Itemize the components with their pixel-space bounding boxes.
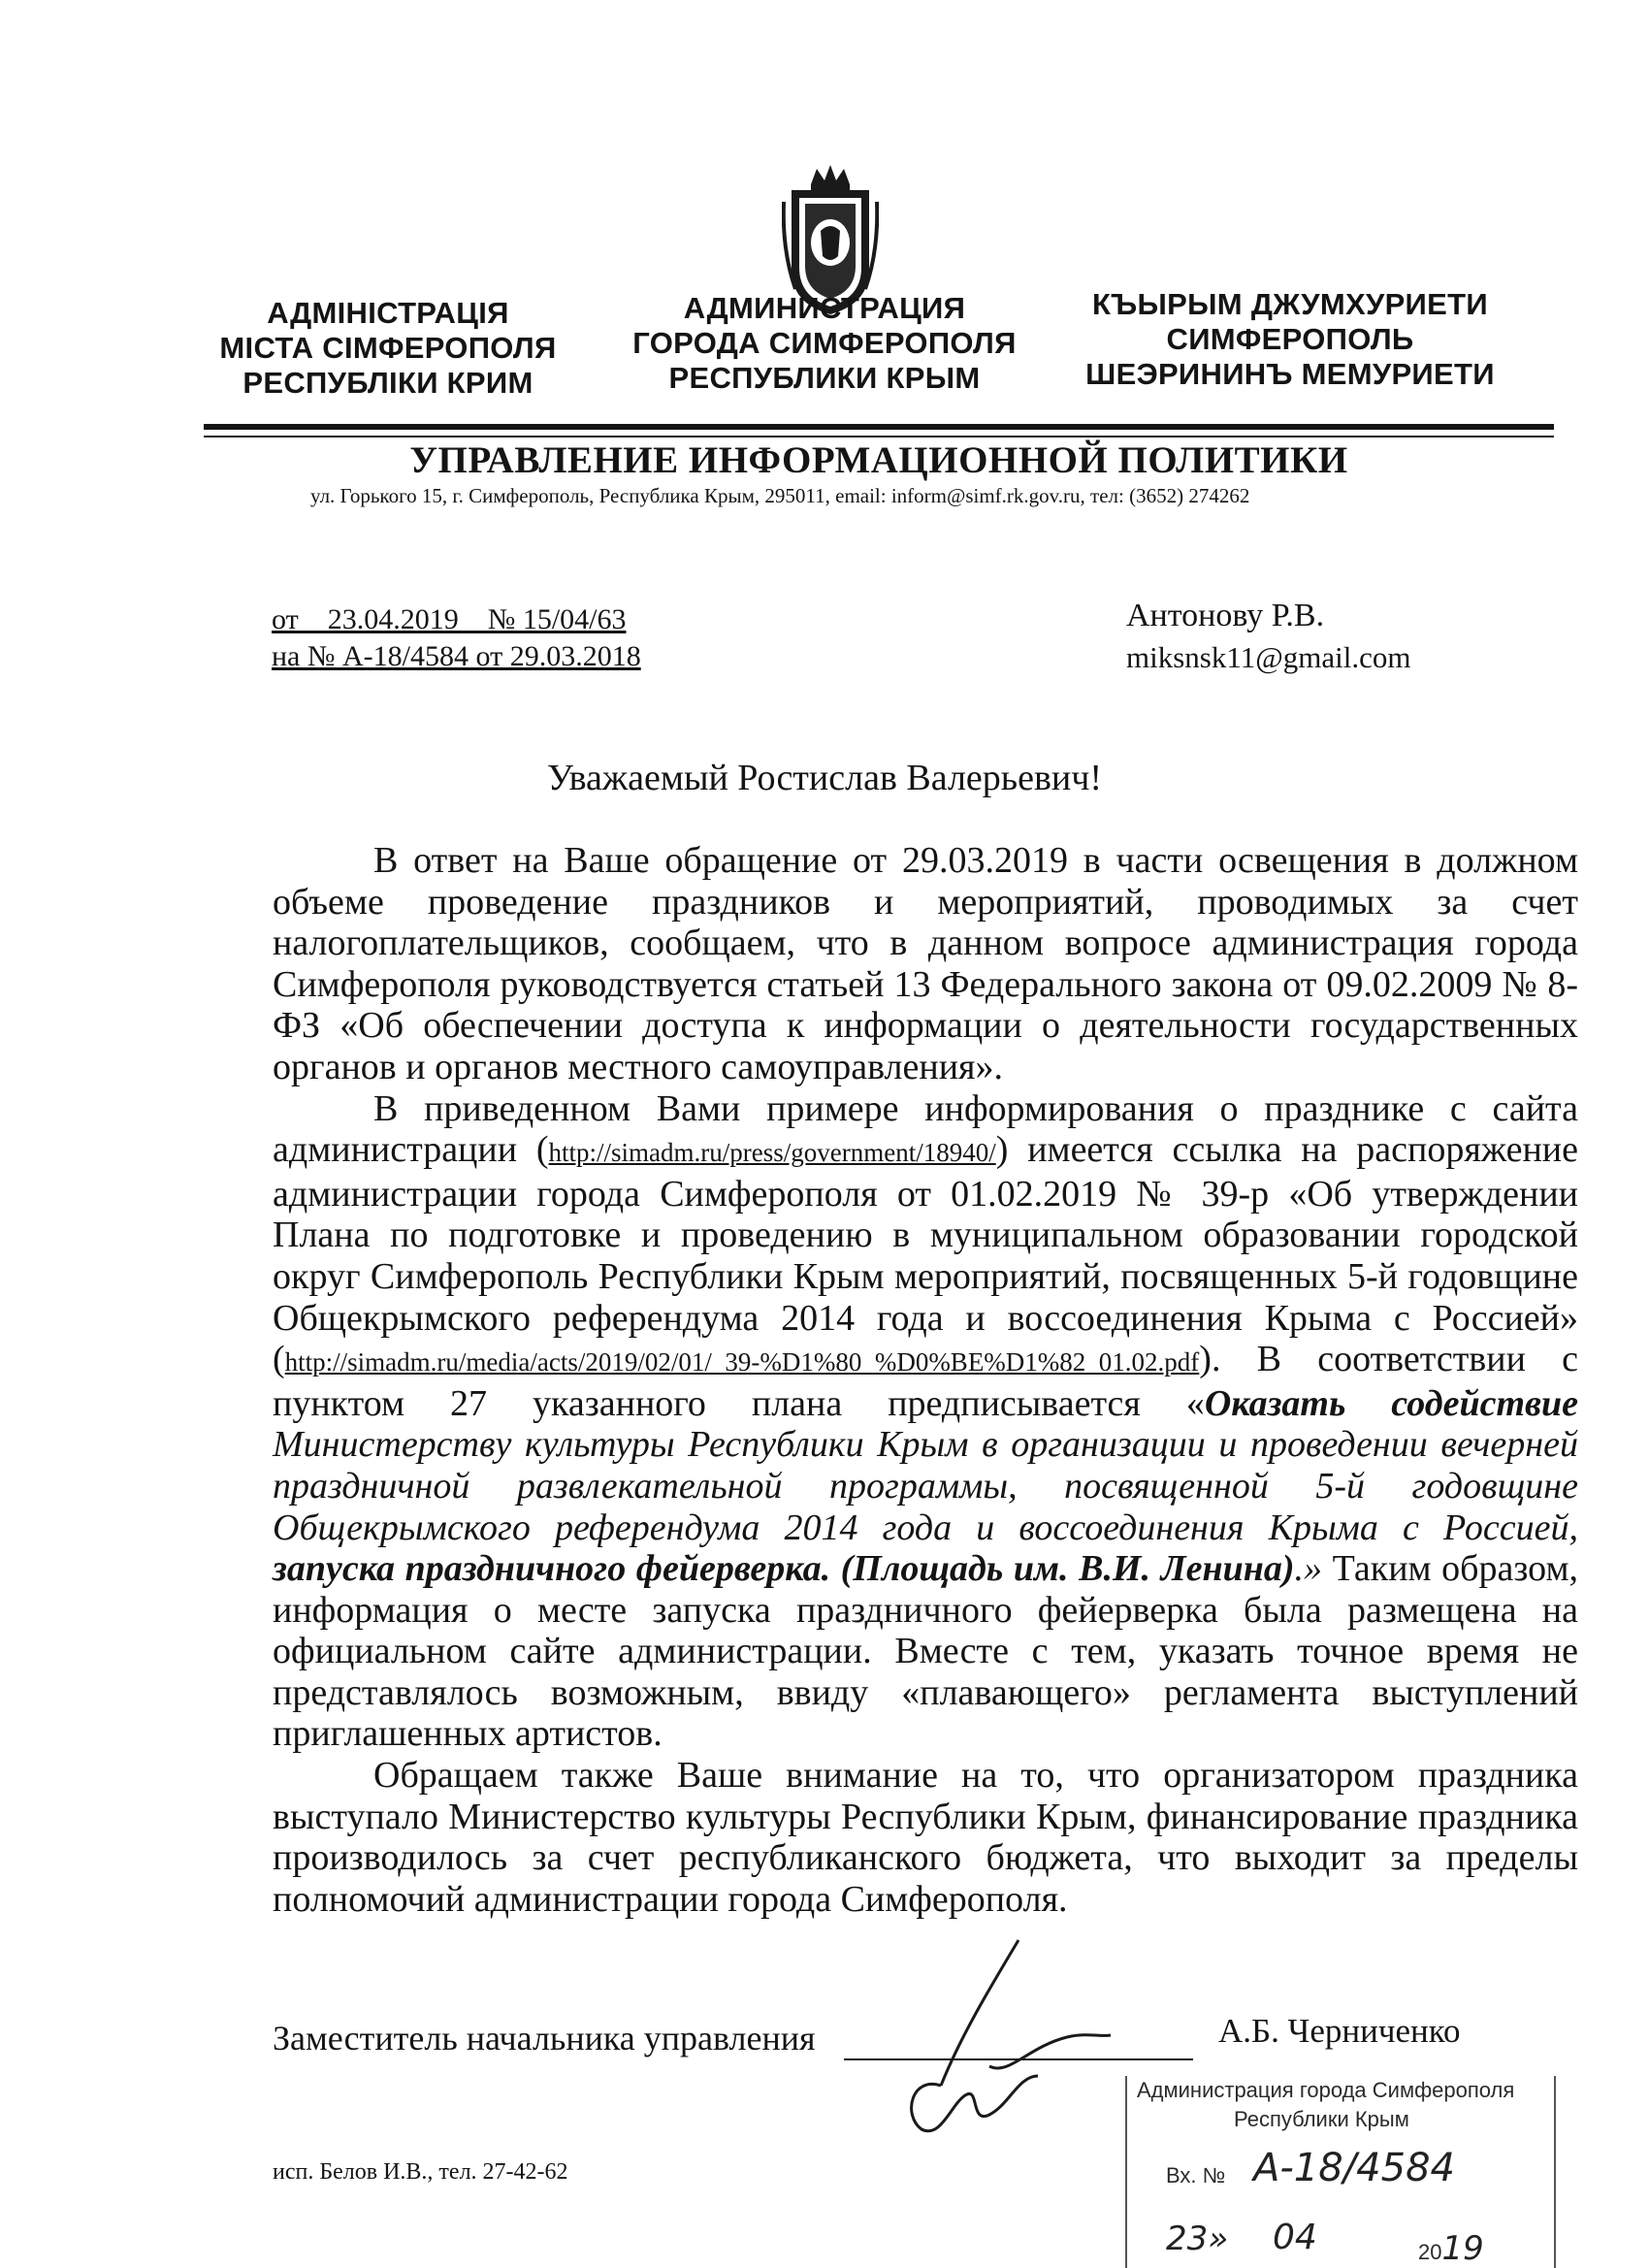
stamp-date-month: 04	[1273, 2218, 1317, 2257]
header-center-ru: АДМИНИСТРАЦИЯ ГОРОДА СИМФЕРОПОЛЯ РЕСПУБЛИКИ КРЫМ	[632, 291, 1017, 395]
stamp-region: Республики Крым	[1234, 2107, 1409, 2131]
letter-body	[273, 840, 1578, 1920]
stamp-in-label: Вх. №	[1166, 2163, 1226, 2187]
header-right-crh: КЪЫРЫМ ДЖУМХУРИЕТИ СИМФЕРОПОЛЬ ШЕЭРИНИНЪ МЕМУРИЕТИ	[1085, 287, 1495, 391]
header-rule-thin	[204, 436, 1554, 437]
paragraph-3: Обращаем также Ваше внимание на то, что организатором праздника выступало Министерство культуры Республики Крым, финансирование праздника производилось за счет республиканского бюджета, что выходит за пределы полномочий администрации города Симферополя.	[273, 1755, 1578, 1920]
stamp-date-year: 2019	[1418, 2229, 1484, 2268]
signatory-name: А.Б. Черниченко	[1218, 2012, 1461, 2050]
department-address: ул. Горького 15, г. Симферополь, Республика Крым, 295011, email: inform@simf.rk.gov.ru, тел: (3652) 274262	[310, 484, 1250, 507]
greeting: Уважаемый Ростислав Валерьевич!	[546, 758, 1103, 798]
link-decree-pdf[interactable]: http://simadm.ru/media/acts/2019/02/01/_39-%D1%80_%D0%BE%D1%82_01.02.pdf	[284, 1347, 1200, 1377]
incoming-ref: на № А-18/4584 от 29.03.2018	[272, 640, 641, 672]
stamp-in-number: А-18/4584	[1253, 2146, 1455, 2190]
registration-stamp	[1125, 2076, 1556, 2268]
handwritten-signature	[873, 1930, 1125, 2154]
header-left-ua: АДМІНІСТРАЦІЯ МІСТА СІМФЕРОПОЛЯ РЕСПУБЛІКИ КРИМ	[219, 296, 557, 400]
department-title: УПРАВЛЕНИЕ ИНФОРМАЦИОННОЙ ПОЛИТИКИ	[409, 439, 1348, 481]
link-press-government[interactable]: http://simadm.ru/press/government/18940/	[548, 1138, 996, 1168]
recipient-email: miksnsk11@gmail.com	[1126, 640, 1411, 674]
executor-contact: исп. Белов И.В., тел. 27-42-62	[273, 2159, 568, 2185]
recipient-name: Антонову Р.В.	[1126, 598, 1325, 633]
outgoing-ref: от 23.04.2019 № 15/04/63	[272, 603, 627, 635]
stamp-date-day: 23»	[1166, 2219, 1229, 2258]
paragraph-2: В приведенном Вами примере информирования о празднике с сайта администрации (http://simadm.ru/press/government/18940/) имеется ссылка на распоряжение администрации города Симферополя от 01.02.2019 № 39-р «Об утверждении Плана по подготовке и проведению в муниципальном образовании городской округ Симферополь Республики Крым мероприятий, посвященных 5-й годовщине Общекрымского референдума 2014 года и воссоединения Крыма с Россией» (http://simadm.ru/media/acts/2019/02/01/_39-%D1%80_%D0%BE%D1%82_01.02.pdf). В соответствии с пунктом 27 указанного плана предписывается «Оказать содействие Министерству культуры Республики Крым в организации и проведении вечерней праздничной развлекательной программы, посвященной 5-й годовщине Общекрымского референдума 2014 года и воссоединения Крыма с Россией, запуска праздничного фейерверка. (Площадь им. В.И. Ленина).» Таким образом, информация о месте запуска праздничного фейерверка была размещена на официальном сайте администрации. Вместе с тем, указать точное время не представлялось возможным, ввиду «плавающего» регламента выступлений приглашенных артистов.	[273, 1087, 1578, 1755]
stamp-org: Администрация города Симферополя	[1137, 2078, 1515, 2102]
paragraph-1: В ответ на Ваше обращение от 29.03.2019 в части освещения в должном объеме проведение праздников и мероприятий, проводимых за счет налогоплательщиков, сообщаем, что в данном вопросе администрация города Симферополя руководствуется статьей 13 Федерального закона от 09.02.2009 № 8-ФЗ «Об обеспечении доступа к информации о деятельности государственных органов и органов местного самоуправления».	[273, 840, 1578, 1087]
signatory-title: Заместитель начальника управления	[273, 2019, 816, 2057]
header-rule-thick	[204, 424, 1554, 430]
